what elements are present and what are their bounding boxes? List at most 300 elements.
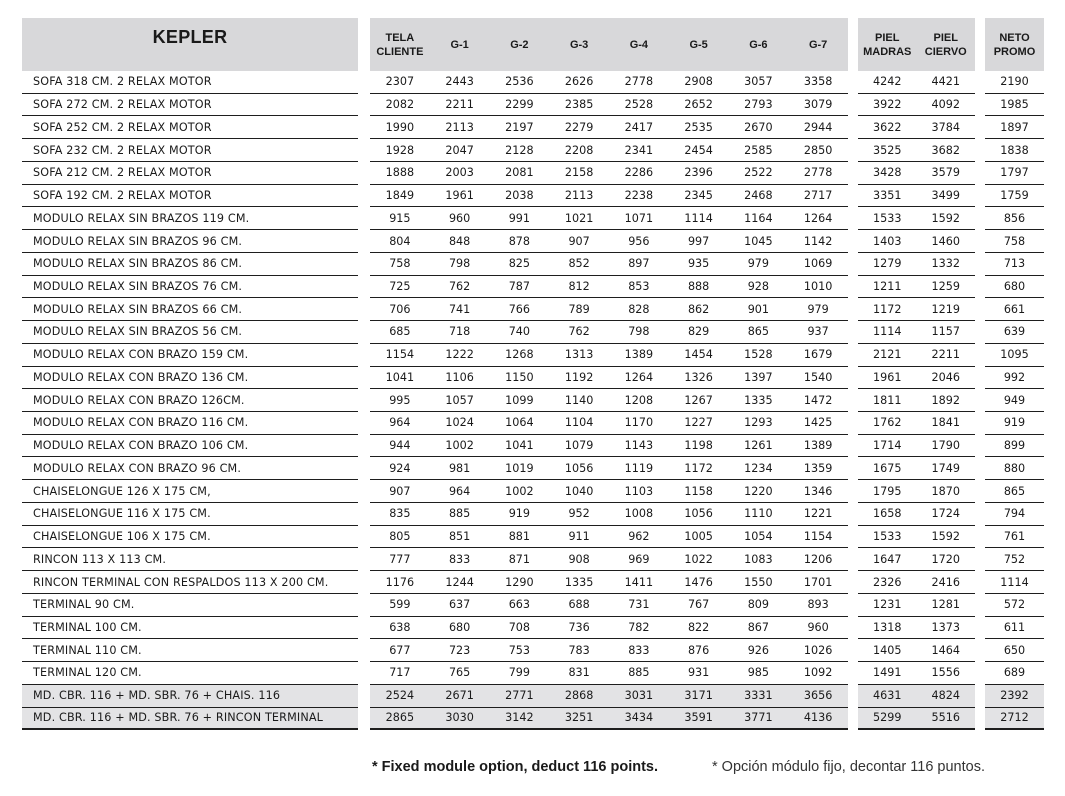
row-description: MODULO RELAX CON BRAZO 126CM. (33, 393, 245, 407)
price-cell: 3784 (931, 120, 960, 134)
price-cell: 798 (448, 257, 471, 271)
row-description: MODULO RELAX CON BRAZO 106 CM. (33, 439, 249, 453)
price-cell: 2299 (505, 98, 534, 112)
price-cell: 2082 (385, 98, 415, 112)
price-cell: 1056 (684, 507, 713, 521)
price-cell: 911 (568, 530, 590, 544)
price-cell: 3331 (744, 689, 773, 703)
leather-header (858, 18, 975, 71)
table-title: KEPLER (152, 26, 228, 47)
price-cell: 677 (389, 643, 411, 657)
table-row (858, 139, 975, 162)
table-row (985, 207, 1044, 230)
price-cell: 956 (628, 234, 650, 248)
table-row (985, 708, 1044, 731)
price-cell: 1208 (624, 393, 654, 407)
price-cell: 3499 (931, 189, 960, 203)
price-cell: 1326 (684, 370, 713, 384)
price-cell: 2211 (931, 348, 960, 362)
price-cell: 731 (628, 598, 650, 612)
table-row (858, 412, 975, 435)
price-cell: 1679 (803, 348, 833, 362)
price-cell: 2396 (684, 166, 713, 180)
table-row (370, 94, 848, 117)
price-cell: 3428 (873, 166, 902, 180)
table-row (985, 457, 1044, 480)
row-description: MODULO RELAX SIN BRAZOS 76 CM. (33, 279, 243, 293)
price-cell: 685 (389, 325, 411, 339)
table-row (858, 639, 975, 662)
price-cell: 1041 (385, 370, 415, 384)
table-row (370, 594, 848, 617)
table-row (370, 662, 848, 685)
table-row (985, 253, 1044, 276)
price-cell: 3682 (931, 143, 960, 157)
table-row (858, 503, 975, 526)
price-cell: 3057 (744, 75, 773, 89)
column-header: PIEL MADRAS (863, 31, 912, 58)
price-cell: 952 (568, 507, 590, 521)
price-cell: 1158 (684, 484, 713, 498)
price-cell: 2081 (505, 166, 534, 180)
price-cell: 1313 (564, 348, 594, 362)
table-row (22, 389, 358, 412)
price-cell: 3031 (624, 689, 654, 703)
price-cell: 1106 (445, 370, 474, 384)
table-row (22, 548, 358, 571)
price-cell: 2121 (873, 348, 902, 362)
price-cell: 1119 (624, 461, 654, 475)
price-cell: 829 (687, 325, 710, 339)
price-cell: 2341 (624, 143, 654, 157)
price-cell: 1335 (564, 575, 594, 589)
column-header: PIEL CIERVO (924, 31, 967, 58)
table-row (985, 230, 1044, 253)
price-cell: 798 (628, 325, 650, 339)
price-cell: 1720 (931, 552, 960, 566)
table-row (985, 185, 1044, 208)
price-cell: 1985 (1000, 98, 1029, 112)
price-cell: 2443 (445, 75, 474, 89)
price-cell: 1211 (873, 279, 902, 293)
table-row (370, 457, 848, 480)
row-description: SOFA 232 CM. 2 RELAX MOTOR (33, 143, 212, 157)
net-values (985, 71, 1044, 730)
price-cell: 1540 (803, 370, 833, 384)
price-cell: 848 (448, 234, 471, 248)
price-cell: 1373 (931, 620, 960, 634)
price-cell: 1961 (445, 189, 474, 203)
price-cell: 926 (747, 643, 770, 657)
price-cell: 1143 (624, 439, 654, 453)
description-list (22, 71, 358, 730)
price-cell: 1140 (564, 393, 594, 407)
price-cell: 753 (508, 643, 531, 657)
description-column (22, 18, 358, 730)
price-cell: 4631 (873, 689, 902, 703)
table-row (370, 685, 848, 708)
price-cell: 2416 (931, 575, 960, 589)
table-row (22, 526, 358, 549)
price-cell: 782 (628, 620, 650, 634)
price-cell: 1064 (505, 416, 534, 430)
price-cell: 960 (807, 620, 829, 634)
price-cell: 1198 (684, 439, 713, 453)
price-cell: 871 (508, 552, 531, 566)
price-cell: 1002 (505, 484, 534, 498)
price-cell: 2717 (803, 189, 833, 203)
price-cell: 794 (1003, 507, 1026, 521)
table-row (370, 617, 848, 640)
price-cell: 1290 (505, 575, 534, 589)
column-header: G-3 (569, 38, 589, 51)
price-cell: 1264 (624, 370, 654, 384)
price-cell: 862 (687, 302, 710, 316)
table-row (858, 94, 975, 117)
row-description: SOFA 272 CM. 2 RELAX MOTOR (33, 98, 212, 112)
price-cell: 1454 (684, 348, 713, 362)
price-cell: 867 (747, 620, 770, 634)
price-cell: 2652 (684, 98, 713, 112)
price-cell: 2417 (624, 120, 654, 134)
table-row (858, 617, 975, 640)
price-cell: 1114 (684, 211, 713, 225)
table-row (370, 230, 848, 253)
price-cell: 2003 (445, 166, 474, 180)
price-cell: 1227 (684, 416, 713, 430)
price-cell: 2047 (445, 143, 474, 157)
price-cell: 822 (687, 620, 710, 634)
price-cell: 964 (448, 484, 471, 498)
table-row (22, 71, 358, 94)
row-description: SOFA 192 CM. 2 RELAX MOTOR (33, 189, 212, 203)
table-row (370, 412, 848, 435)
table-row (858, 321, 975, 344)
price-cell: 3622 (873, 120, 902, 134)
price-cell: 1019 (505, 461, 534, 475)
price-cell: 1104 (564, 416, 594, 430)
price-cell: 5516 (931, 711, 960, 725)
price-cell: 741 (448, 302, 471, 316)
table-row (858, 298, 975, 321)
price-cell: 1658 (873, 507, 902, 521)
table-row (370, 548, 848, 571)
price-cell: 3358 (803, 75, 833, 89)
price-cell: 979 (747, 257, 770, 271)
table-row (22, 503, 358, 526)
price-cell: 2468 (744, 189, 773, 203)
price-cell: 1206 (803, 552, 833, 566)
price-cell: 2528 (624, 98, 654, 112)
price-cell: 783 (568, 643, 590, 657)
price-cell: 1176 (385, 575, 415, 589)
table-row (22, 321, 358, 344)
price-cell: 962 (628, 530, 650, 544)
price-cell: 997 (687, 234, 710, 248)
price-cell: 758 (389, 257, 411, 271)
price-cell: 1592 (931, 530, 960, 544)
price-cell: 1022 (684, 552, 713, 566)
table-row (985, 276, 1044, 299)
price-cell: 1533 (873, 530, 902, 544)
price-cell: 2868 (564, 689, 594, 703)
price-cell: 765 (448, 666, 471, 680)
table-row (22, 276, 358, 299)
table-row (370, 185, 848, 208)
price-cell: 1092 (803, 666, 833, 680)
price-cell: 907 (389, 484, 411, 498)
table-row (370, 298, 848, 321)
price-cell: 3922 (873, 98, 902, 112)
price-cell: 599 (389, 598, 411, 612)
price-cell: 1057 (445, 393, 474, 407)
price-cell: 1811 (873, 393, 902, 407)
price-cell: 680 (1003, 279, 1026, 293)
price-cell: 1002 (445, 439, 474, 453)
price-cell: 1114 (1000, 575, 1029, 589)
table-row (22, 571, 358, 594)
price-cell: 736 (568, 620, 590, 634)
price-cell: 689 (1003, 666, 1026, 680)
price-cell: 2454 (684, 143, 713, 157)
row-description: MD. CBR. 116 + MD. SBR. 76 + RINCON TERMINAL (33, 711, 324, 725)
price-cell: 572 (1003, 598, 1026, 612)
table-row (858, 71, 975, 94)
price-cell: 1142 (803, 234, 833, 248)
price-cell: 888 (687, 279, 710, 293)
price-cell: 995 (389, 393, 411, 407)
price-cell: 717 (389, 666, 411, 680)
table-row (22, 617, 358, 640)
price-cell: 1071 (624, 211, 654, 225)
price-cell: 915 (389, 211, 411, 225)
price-cell: 1795 (873, 484, 902, 498)
table-row (985, 71, 1044, 94)
price-cell: 1405 (873, 643, 902, 657)
price-cell: 2535 (684, 120, 713, 134)
price-cell: 907 (568, 234, 590, 248)
price-cell: 758 (1003, 234, 1026, 248)
price-cell: 3579 (931, 166, 960, 180)
price-cell: 985 (747, 666, 770, 680)
price-cell: 766 (508, 302, 531, 316)
price-cell: 1192 (564, 370, 594, 384)
grades-header (370, 18, 848, 71)
table-row (985, 367, 1044, 390)
price-cell: 1528 (744, 348, 773, 362)
table-row (985, 139, 1044, 162)
table-row (22, 253, 358, 276)
table-row (370, 276, 848, 299)
table-row (985, 617, 1044, 640)
table-row (370, 162, 848, 185)
price-cell: 1749 (931, 461, 960, 475)
row-description: CHAISELONGUE 126 X 175 CM, (33, 484, 211, 498)
price-cell: 1841 (931, 416, 960, 430)
price-cell: 2128 (505, 143, 534, 157)
column-header: G-2 (510, 38, 529, 51)
price-cell: 3351 (873, 189, 902, 203)
table-row (985, 321, 1044, 344)
title-header (22, 18, 358, 71)
table-row (370, 708, 848, 731)
price-cell: 1095 (1000, 348, 1029, 362)
price-cell: 718 (448, 325, 471, 339)
column-header: TELA CLIENTE (376, 31, 424, 58)
price-cell: 638 (389, 620, 411, 634)
table-row (858, 480, 975, 503)
table-row (22, 298, 358, 321)
table-row (858, 230, 975, 253)
row-description: CHAISELONGUE 106 X 175 CM. (33, 530, 211, 544)
price-cell: 1389 (803, 439, 833, 453)
table-row (858, 162, 975, 185)
table-row (858, 548, 975, 571)
table-row (370, 503, 848, 526)
price-cell: 969 (628, 552, 650, 566)
price-cell: 1157 (931, 325, 960, 339)
price-cell: 2522 (744, 166, 773, 180)
price-cell: 2778 (803, 166, 833, 180)
price-cell: 1231 (873, 598, 902, 612)
price-cell: 831 (568, 666, 590, 680)
table-row (985, 344, 1044, 367)
price-cell: 3142 (505, 711, 534, 725)
price-cell: 2712 (1000, 711, 1029, 725)
table-row (858, 207, 975, 230)
table-row (22, 185, 358, 208)
table-row (858, 435, 975, 458)
price-cell: 1264 (803, 211, 833, 225)
price-cell: 3434 (624, 711, 654, 725)
table-row (370, 389, 848, 412)
price-cell: 1990 (385, 120, 415, 134)
price-cell: 885 (628, 666, 650, 680)
price-cell: 876 (687, 643, 710, 657)
fabric-grades-column-group (370, 18, 848, 730)
price-cell: 1261 (744, 439, 773, 453)
footnote-spanish: * Opción módulo fijo, decontar 116 puntos. (712, 759, 985, 775)
column-header: G-5 (689, 38, 708, 51)
price-cell: 1170 (624, 416, 654, 430)
price-cell: 1154 (385, 348, 415, 362)
table-row (370, 139, 848, 162)
table-row (22, 457, 358, 480)
table-row (858, 662, 975, 685)
table-row (22, 162, 358, 185)
row-description: MODULO RELAX CON BRAZO 136 CM. (33, 370, 249, 384)
price-cell: 885 (448, 507, 471, 521)
price-cell: 1359 (803, 461, 833, 475)
price-cell: 1714 (873, 439, 902, 453)
price-cell: 787 (508, 279, 531, 293)
price-cell: 899 (1003, 439, 1026, 453)
table-row (985, 526, 1044, 549)
price-cell: 880 (1003, 461, 1026, 475)
price-cell: 5299 (873, 711, 902, 725)
price-cell: 767 (687, 598, 710, 612)
price-cell: 1110 (744, 507, 773, 521)
price-cell: 804 (389, 234, 411, 248)
table-row (858, 367, 975, 390)
price-cell: 1021 (564, 211, 594, 225)
table-row (858, 526, 975, 549)
table-row (22, 207, 358, 230)
price-cell: 1460 (931, 234, 960, 248)
table-row (858, 276, 975, 299)
price-cell: 852 (568, 257, 590, 271)
price-cell: 1079 (564, 439, 594, 453)
price-cell: 1592 (931, 211, 960, 225)
price-cell: 2865 (385, 711, 415, 725)
price-cell: 1550 (744, 575, 773, 589)
price-cell: 1892 (931, 393, 960, 407)
price-cell: 3251 (564, 711, 594, 725)
price-cell: 856 (1003, 211, 1026, 225)
price-cell: 4092 (931, 98, 960, 112)
price-cell: 663 (508, 598, 531, 612)
price-cell: 4242 (873, 75, 902, 89)
price-cell: 2670 (744, 120, 773, 134)
price-cell: 928 (747, 279, 770, 293)
price-cell: 1281 (931, 598, 960, 612)
price-cell: 2944 (803, 120, 833, 134)
price-cell: 740 (508, 325, 531, 339)
row-description: TERMINAL 120 CM. (33, 666, 142, 680)
price-cell: 919 (508, 507, 531, 521)
price-cell: 2850 (803, 143, 833, 157)
table-row (370, 367, 848, 390)
price-cell: 937 (807, 325, 829, 339)
price-cell: 1045 (744, 234, 773, 248)
price-cell: 1425 (803, 416, 833, 430)
price-cell: 2778 (624, 75, 654, 89)
price-cell: 1103 (624, 484, 654, 498)
row-description: SOFA 212 CM. 2 RELAX MOTOR (33, 166, 212, 180)
price-cell: 2046 (931, 370, 960, 384)
table-row (22, 230, 358, 253)
price-cell: 725 (389, 279, 411, 293)
price-cell: 2038 (505, 189, 534, 203)
price-cell: 1268 (505, 348, 534, 362)
price-cell: 688 (568, 598, 590, 612)
table-row (22, 94, 358, 117)
price-cell: 2771 (505, 689, 534, 703)
price-cell: 919 (1003, 416, 1026, 430)
table-row (370, 321, 848, 344)
price-cell: 1647 (873, 552, 902, 566)
price-cell: 924 (389, 461, 411, 475)
table-row (985, 116, 1044, 139)
net-promo-column-group (985, 18, 1044, 730)
price-cell: 944 (389, 439, 411, 453)
price-cell: 639 (1003, 325, 1026, 339)
price-cell: 708 (508, 620, 531, 634)
price-cell: 1279 (873, 257, 902, 271)
price-cell: 881 (508, 530, 531, 544)
price-cell: 1318 (873, 620, 902, 634)
table-row (22, 116, 358, 139)
price-cell: 777 (389, 552, 411, 566)
price-cell: 2908 (684, 75, 713, 89)
price-cell: 1150 (505, 370, 534, 384)
table-row (985, 94, 1044, 117)
price-cell: 825 (508, 257, 531, 271)
price-cell: 706 (389, 302, 411, 316)
price-cell: 3525 (873, 143, 902, 157)
footnote-english: * Fixed module option, deduct 116 points. (372, 759, 658, 775)
row-description: TERMINAL 110 CM. (33, 643, 142, 657)
